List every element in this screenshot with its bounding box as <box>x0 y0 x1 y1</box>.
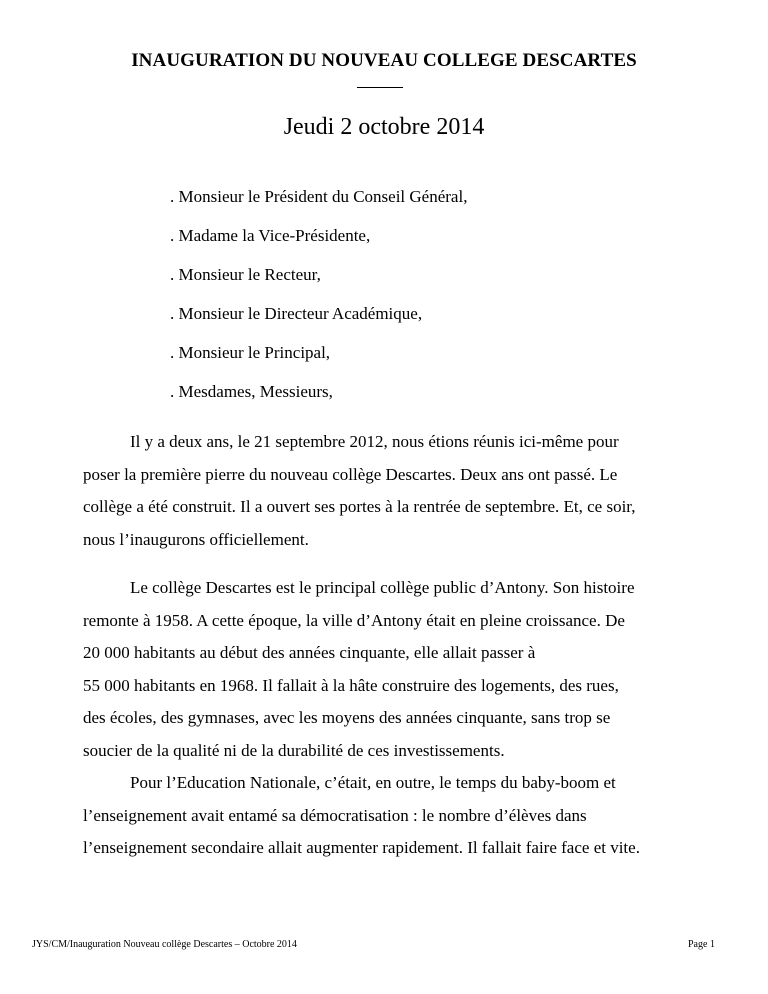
text-line: 55 000 habitants en 1968. Il fallait à la hâte construire des logements, des rues, <box>83 675 619 695</box>
text-line: Pour l’Education Nationale, c’était, en outre, le temps du baby-boom et <box>130 773 616 792</box>
footer-reference: JYS/CM/Inauguration Nouveau collège Descartes – Octobre 2014 <box>32 939 297 950</box>
salutation-list <box>170 186 467 420</box>
salutation-line: . Mesdames, Messieurs, <box>170 382 333 401</box>
paragraph-first-stone <box>83 426 693 556</box>
footer-page-number: Page 1 <box>688 939 715 950</box>
document-date: Jeudi 2 octobre 2014 <box>283 114 485 140</box>
text-line: l’enseignement avait entamé sa démocratisation : le nombre d’élèves dans <box>83 805 587 825</box>
text-line: l’enseignement secondaire allait augmenter rapidement. Il fallait faire face et vite. <box>83 838 640 857</box>
text-line: des écoles, des gymnases, avec les moyens des années cinquante, sans trop se <box>83 708 611 727</box>
text-line: Le collège Descartes est le principal collège public d’Antony. Son histoire <box>130 578 635 597</box>
text-line: 20 000 habitants au début des années cinquante, elle allait passer à <box>83 643 536 662</box>
document-title: INAUGURATION DU NOUVEAU COLLEGE DESCARTES <box>131 50 637 71</box>
paragraph-history <box>83 572 693 865</box>
text-line: nous l’inaugurons officiellement. <box>83 529 309 549</box>
salutation-line: . Monsieur le Recteur, <box>170 265 321 284</box>
text-line: soucier de la qualité ni de la durabilité de ces investissements. <box>83 740 505 760</box>
text-line: remonte à 1958. A cette époque, la ville d’Antony était en pleine croissance. De <box>83 610 625 630</box>
text-line: Il y a deux ans, le 21 septembre 2012, nous étions réunis ici-même pour <box>130 432 619 451</box>
salutation-line: . Monsieur le Directeur Académique, <box>170 304 423 323</box>
salutation-line: . Monsieur le Principal, <box>170 343 331 362</box>
title-underline-rule <box>357 87 403 88</box>
salutation-line: . Monsieur le Président du Conseil Général, <box>170 187 468 206</box>
text-line: poser la première pierre du nouveau collège Descartes. Deux ans ont passé. Le <box>83 464 618 484</box>
text-line: collège a été construit. Il a ouvert ses portes à la rentrée de septembre. Et, ce soir, <box>83 497 636 516</box>
salutation-line: . Madame la Vice-Présidente, <box>170 226 371 245</box>
